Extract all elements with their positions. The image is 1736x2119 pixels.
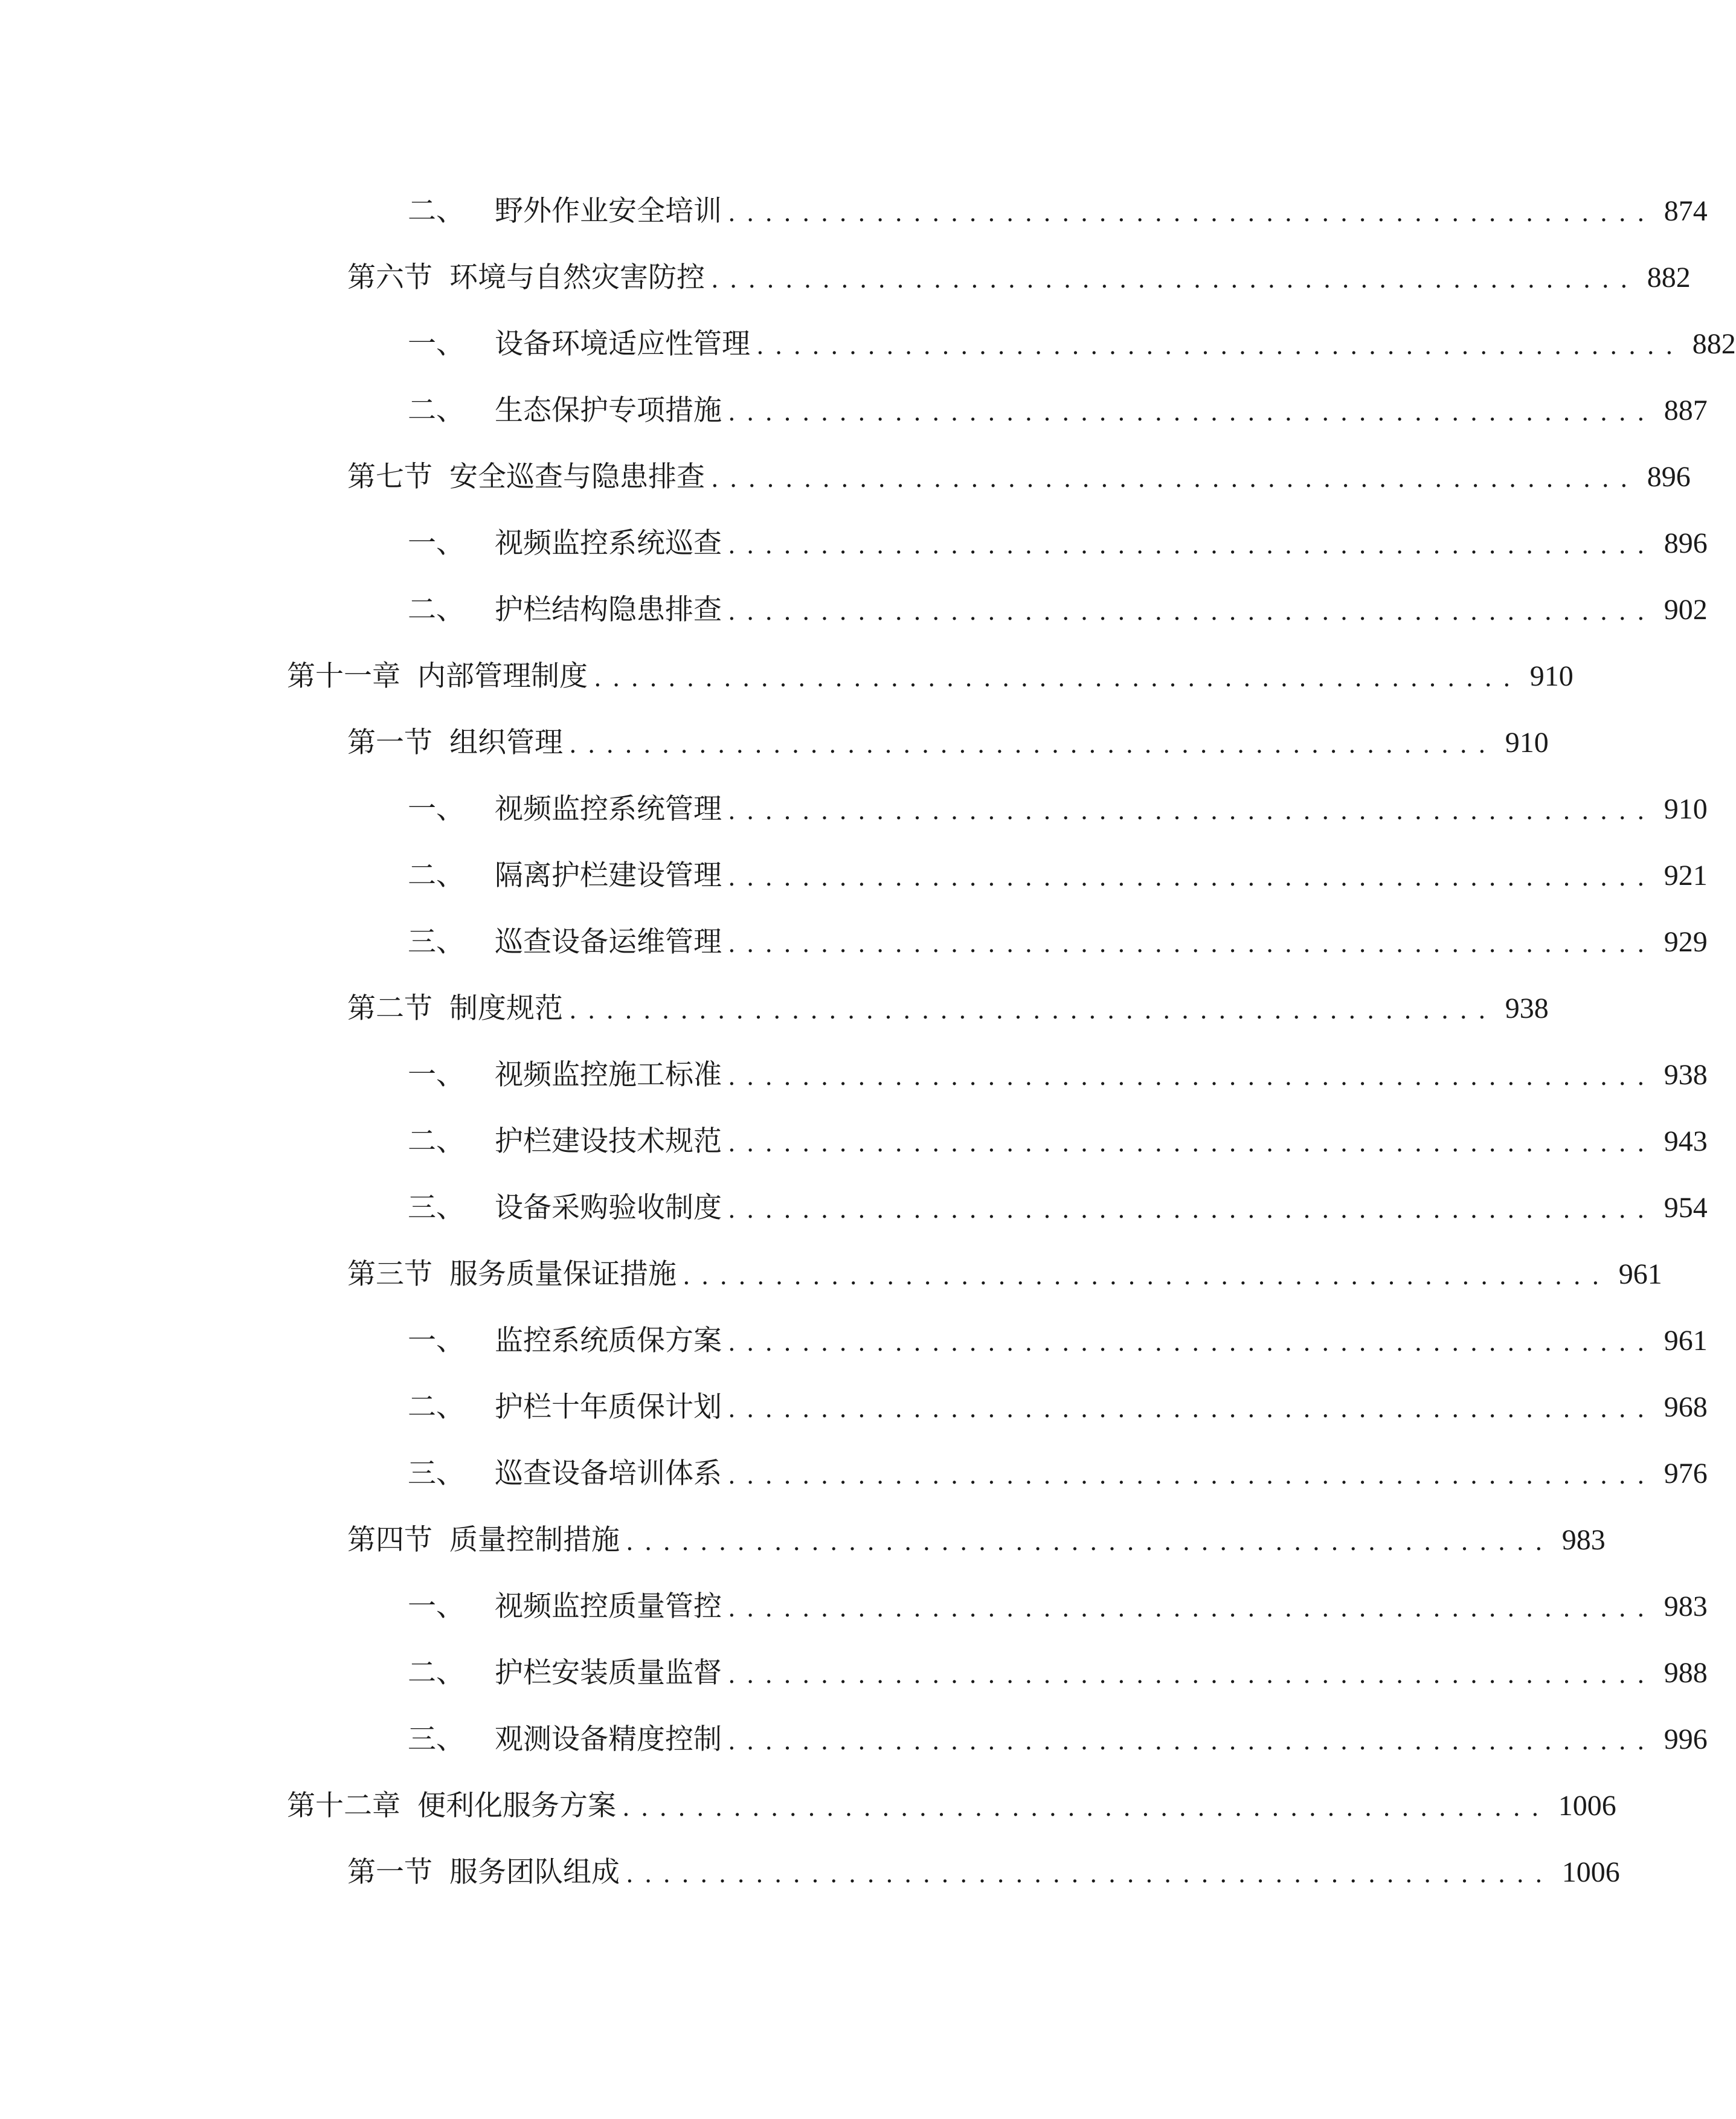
- dot-leader: ..................................................: [569, 731, 1497, 759]
- toc-entry-number: 二、: [408, 593, 465, 626]
- dot-leader: ..................................................: [711, 465, 1639, 493]
- toc-entry[interactable]: [408, 1184, 1708, 1232]
- dot-leader: ..................................................: [728, 1595, 1656, 1622]
- toc-entry-page: 983: [1561, 1524, 1606, 1556]
- dot-leader: ..................................................: [622, 1794, 1550, 1822]
- dot-leader: ..................................................: [626, 1528, 1554, 1556]
- toc-entry-page: 910: [1664, 793, 1708, 825]
- toc-entry-title: 护栏建设技术规范: [495, 1125, 722, 1158]
- toc-entry[interactable]: [408, 1715, 1708, 1764]
- toc-entry[interactable]: [347, 1250, 1662, 1299]
- toc-entry-page: 882: [1692, 328, 1736, 360]
- dot-leader: ..................................................: [569, 997, 1497, 1024]
- dot-leader: ..................................................: [728, 864, 1656, 892]
- toc-entry-title: 视频监控质量管控: [495, 1590, 722, 1623]
- toc-entry-page: 902: [1664, 594, 1708, 626]
- toc-entry-page: 1006: [1561, 1856, 1620, 1888]
- dot-leader: ..................................................: [728, 399, 1656, 426]
- toc-entry-page: 961: [1664, 1325, 1708, 1357]
- toc-entry-title: 观测设备精度控制: [495, 1723, 722, 1756]
- toc-entry[interactable]: [287, 652, 1574, 701]
- toc-entry[interactable]: [408, 187, 1708, 236]
- toc-entry[interactable]: [408, 1450, 1708, 1498]
- toc-entry-title: 监控系统质保方案: [495, 1324, 722, 1357]
- toc-entry-number: 三、: [408, 925, 465, 959]
- toc-entry-number: 第十二章: [287, 1789, 400, 1822]
- toc-entry[interactable]: [408, 918, 1708, 966]
- toc-entry-number: 一、: [408, 1590, 465, 1623]
- toc-entry-page: 896: [1664, 527, 1708, 559]
- toc-entry-page: 896: [1647, 461, 1691, 493]
- toc-entry-title: 护栏安装质量监督: [495, 1656, 722, 1690]
- toc-entry-page: 874: [1664, 195, 1708, 227]
- toc-entry[interactable]: [347, 985, 1549, 1033]
- dot-leader: ..................................................: [756, 332, 1684, 360]
- toc-entry-number: 第四节: [347, 1523, 432, 1557]
- dot-leader: ..................................................: [728, 1130, 1656, 1157]
- toc-entry-page: 954: [1664, 1192, 1708, 1224]
- dot-leader: ..................................................: [594, 664, 1522, 692]
- toc-entry-title: 环境与自然灾害防控: [449, 261, 705, 294]
- toc-entry-page: 929: [1664, 926, 1708, 958]
- toc-entry-page: 910: [1505, 727, 1549, 759]
- toc-entry-number: 一、: [408, 793, 465, 826]
- toc-entry-title: 视频监控施工标准: [495, 1058, 722, 1092]
- toc-entry-number: 一、: [408, 327, 465, 361]
- toc-entry-title: 制度规范: [449, 992, 563, 1025]
- toc-entry-page: 976: [1664, 1458, 1708, 1490]
- toc-entry-page: 1006: [1558, 1790, 1616, 1822]
- toc-entry-page: 921: [1664, 860, 1708, 892]
- toc-entry-title: 野外作业安全培训: [495, 195, 722, 228]
- toc-entry-number: 三、: [408, 1457, 465, 1490]
- dot-leader: ..................................................: [728, 1661, 1656, 1689]
- toc-entry-number: 一、: [408, 1324, 465, 1357]
- toc-entry-page: 887: [1664, 394, 1708, 426]
- toc-entry-page: 882: [1647, 262, 1691, 294]
- toc-entry-title: 巡查设备运维管理: [495, 925, 722, 959]
- toc-entry-title: 设备环境适应性管理: [495, 327, 750, 361]
- toc-entry-title: 护栏十年质保计划: [495, 1391, 722, 1424]
- toc-entry-title: 服务团队组成: [449, 1856, 620, 1889]
- dot-leader: ..................................................: [711, 266, 1639, 294]
- toc-entry[interactable]: [347, 453, 1691, 501]
- toc-entry-number: 二、: [408, 394, 465, 427]
- toc-entry-title: 质量控制措施: [449, 1523, 620, 1557]
- toc-entry-number: 第三节: [347, 1258, 432, 1291]
- toc-entry[interactable]: [408, 586, 1708, 634]
- toc-entry[interactable]: [287, 1782, 1616, 1830]
- dot-leader: ..................................................: [626, 1860, 1554, 1888]
- toc-entry-number: 二、: [408, 195, 465, 228]
- dot-leader: ..................................................: [683, 1262, 1610, 1290]
- toc-entry-page: 938: [1505, 992, 1549, 1024]
- toc-entry[interactable]: [408, 1383, 1708, 1432]
- toc-entry-page: 983: [1664, 1590, 1708, 1622]
- toc-entry-title: 视频监控系统巡查: [495, 527, 722, 560]
- toc-entry[interactable]: [347, 254, 1691, 302]
- dot-leader: ..................................................: [728, 1728, 1656, 1755]
- toc-entry-number: 第二节: [347, 992, 432, 1025]
- toc-entry-title: 组织管理: [449, 726, 563, 759]
- dot-leader: ..................................................: [728, 930, 1656, 958]
- dot-leader: ..................................................: [728, 532, 1656, 559]
- toc-entry-page: 910: [1529, 660, 1574, 692]
- toc-entry-title: 护栏结构隐患排查: [495, 593, 722, 626]
- dot-leader: ..................................................: [728, 1063, 1656, 1091]
- dot-leader: ..................................................: [728, 199, 1656, 227]
- dot-leader: ..................................................: [728, 797, 1656, 825]
- toc-entry-title: 视频监控系统管理: [495, 793, 722, 826]
- toc-entry-page: 968: [1664, 1391, 1708, 1423]
- toc-entry[interactable]: [408, 785, 1708, 834]
- dot-leader: ..................................................: [728, 1395, 1656, 1423]
- toc-entry-page: 996: [1664, 1723, 1708, 1755]
- toc-entry-title: 安全巡查与隐患排查: [449, 460, 705, 494]
- toc-entry[interactable]: [408, 1649, 1708, 1697]
- toc-entry[interactable]: [408, 320, 1736, 368]
- toc-entry-page: 943: [1664, 1125, 1708, 1157]
- toc-entry[interactable]: [408, 852, 1708, 900]
- toc-entry-number: 三、: [408, 1723, 465, 1756]
- toc-entry-number: 一、: [408, 1058, 465, 1092]
- toc-entry-number: 二、: [408, 1391, 465, 1424]
- toc-entry[interactable]: [408, 1317, 1708, 1365]
- toc-entry-title: 便利化服务方案: [417, 1789, 616, 1822]
- dot-leader: ..................................................: [728, 1329, 1656, 1357]
- toc-entry-number: 二、: [408, 1125, 465, 1158]
- toc-entry-number: 第一节: [347, 726, 432, 759]
- toc-entry-number: 第一节: [347, 1856, 432, 1889]
- toc-entry-page: 988: [1664, 1657, 1708, 1689]
- toc-entry[interactable]: [347, 1516, 1606, 1564]
- toc-entry[interactable]: [408, 1117, 1708, 1166]
- toc-entry-number: 第七节: [347, 460, 432, 494]
- toc-entry-page: 938: [1664, 1059, 1708, 1091]
- toc-entry-number: 第六节: [347, 261, 432, 294]
- toc-entry-page: 961: [1618, 1258, 1662, 1290]
- dot-leader: ..................................................: [728, 1462, 1656, 1490]
- dot-leader: ..................................................: [728, 1196, 1656, 1224]
- toc-entry[interactable]: [347, 719, 1549, 767]
- toc-entry-title: 生态保护专项措施: [495, 394, 722, 427]
- toc-entry-title: 内部管理制度: [417, 660, 588, 693]
- toc-entry-title: 设备采购验收制度: [495, 1191, 722, 1224]
- toc-entry[interactable]: [408, 1583, 1708, 1631]
- toc-entry[interactable]: [347, 1848, 1620, 1897]
- toc-entry[interactable]: [408, 1051, 1708, 1099]
- toc-entry-number: 二、: [408, 1656, 465, 1690]
- toc-entry-number: 一、: [408, 527, 465, 560]
- toc-entry-title: 隔离护栏建设管理: [495, 859, 722, 892]
- toc-entry-number: 第十一章: [287, 660, 400, 693]
- toc-entry[interactable]: [408, 387, 1708, 435]
- dot-leader: ..................................................: [728, 598, 1656, 626]
- toc-entry-number: 二、: [408, 859, 465, 892]
- toc-entry-title: 服务质量保证措施: [449, 1258, 677, 1291]
- toc-entry-title: 巡查设备培训体系: [495, 1457, 722, 1490]
- toc-entry[interactable]: [408, 519, 1708, 568]
- toc-entry-number: 三、: [408, 1191, 465, 1224]
